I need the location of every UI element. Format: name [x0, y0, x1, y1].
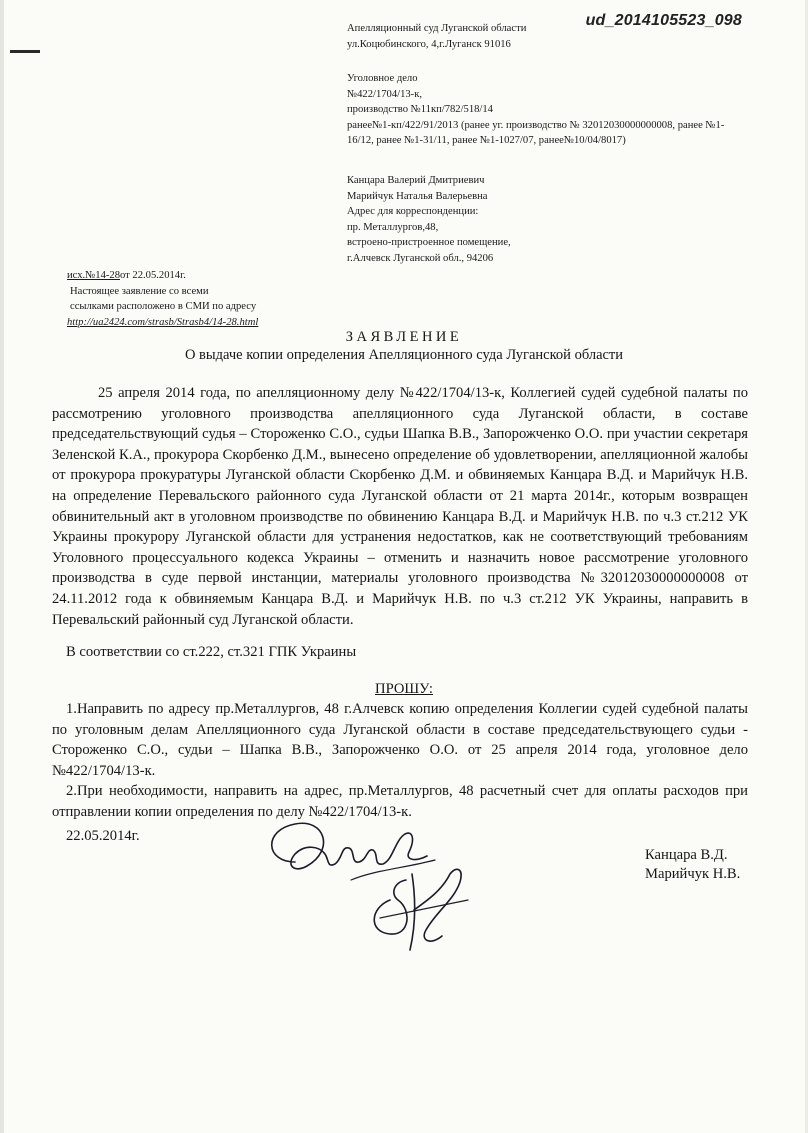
case-info-line-1: Уголовное дело	[347, 73, 418, 84]
legal-basis: В соответствии со ст.222, ст.321 ГПК Украины	[66, 644, 357, 660]
statement-body	[52, 383, 748, 630]
signer-name-1: Канцара В.Д.	[645, 847, 728, 863]
sender-address-line-1: пр. Металлургов,48,	[347, 221, 439, 233]
outgoing-date: от 22.05.2014г.	[120, 270, 186, 281]
court-address-block	[347, 21, 526, 52]
outgoing-number: исх.№14-28	[67, 270, 120, 281]
outgoing-number-line	[67, 268, 258, 284]
request-item-1: 1.Направить по адресу пр.Металлургов, 48 г.Алчевск копию определения Коллегии судей судебной палаты по уголовным делам Апелляционного суда Луганской области в составе председательствующего судьи - Стороженко С.О., судьи – Шапка В.В., Запорожченко О.О. от 25 апреля 2014 года, уголовное дело №422/1704/13-к.	[52, 701, 748, 779]
outgoing-note-line-2: ссылками расположено в СМИ по адресу	[70, 301, 257, 313]
requests-list	[52, 699, 748, 823]
court-address-line-1: Апелляционный суд Луганской области	[347, 23, 527, 34]
request-heading	[0, 681, 808, 698]
case-info-line-3: производство №11кп/782/518/14	[347, 104, 493, 116]
document-date: 22.05.2014г.	[66, 828, 140, 844]
sender-block	[347, 173, 677, 267]
case-info-line-4: ранее№1-кп/422/91/2013 (ранее уг. производство № 32012030000000008, ранее №1-	[347, 119, 725, 131]
outgoing-number-block	[67, 268, 258, 330]
case-info-line-2: №422/1704/13-к,	[347, 88, 422, 100]
request-heading-text: ПРОШУ:	[375, 681, 433, 697]
statement-paragraph: 25 апреля 2014 года, по апелляционному делу №422/1704/13-к, Коллегией судей судебной палаты по рассмотрению уголовного производства апелляционного суда Луганской области, в составе председательствующий судья – Стороженко С.О., судьи Шапка В.В., Запорожченко О.О. при участии секретаря Зеленской К.А., прокурора Скорбенко Д.М., вынесено определение об удовлетворении, апелляционной жалобы от прокурора прокуратуры Луганской области Скорбенко Д.М. и обвиняемых Канцара В.Д. и Марийчук Н.В. на определение Перевальского районного суда Луганской области от 21 марта 2014г., которым возвращен обвинительный акт в уголовном производстве по обвинению Канцара В.Д. и Марийчук Н.В. по ч.3 ст.212 УК Украины прокурору Луганской области для устранения недостатков, как не соответствующий требованиям Уголовного процессуального кодекса Украины – отменить и назначить новое рассмотрение уголовного производства в суде первой инстанции, материалы уголовного производства №32012030000000008 от 24.11.2012 года к обвиняемым Канцара В.Д. и Марийчук Н.В. по ч.3 ст.212 УК Украины, направить в Перевальский районный суд Луганской области.	[52, 385, 748, 628]
document-title: ЗАЯВЛЕНИЕ	[345, 329, 463, 345]
outgoing-note-line-1: Настоящее заявление со всеми	[70, 285, 209, 297]
case-info-line-5: 16/12, ранее №1-31/11, ранее №1-1027/07, ранее№10/04/8017)	[347, 135, 626, 147]
scan-edge-left	[0, 0, 4, 1133]
court-address-line-2: ул.Коцюбинского, 4,г.Луганск 91016	[347, 38, 511, 50]
sender-address-label: Адрес для корреспонденции:	[347, 206, 479, 218]
signer-name-2: Марийчук Н.В.	[645, 866, 741, 882]
document-subtitle: О выдаче копии определения Апелляционного суда Луганской области	[184, 347, 624, 363]
sender-name-2: Марийчук Наталья Валерьевна	[347, 190, 488, 202]
case-info-block	[347, 71, 747, 149]
request-item-2: 2.При необходимости, направить на адрес, пр.Металлургов, 48 расчетный счет для оплаты расходов при отправлении копии определения по делу №422/1704/13-к.	[52, 783, 748, 820]
publication-link[interactable]: http://ua2424.com/strasb/Strasb4/14-28.html	[67, 316, 259, 328]
reference-mark: ud_2014105523_098	[585, 12, 742, 29]
signature-mariychuk	[350, 860, 480, 955]
sender-address-line-2: встроено-пристроенное помещение,	[347, 237, 511, 249]
sender-name-1: Канцара Валерий Дмитриевич	[347, 175, 485, 186]
hand-drawn-dash-mark	[10, 50, 40, 53]
sender-address-line-3: г.Алчевск Луганской обл., 94206	[347, 252, 494, 264]
